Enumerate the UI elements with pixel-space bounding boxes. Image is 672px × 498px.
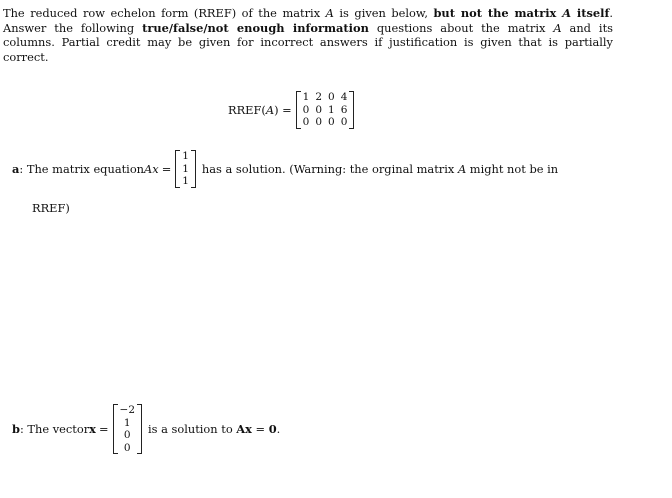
question-b-text: : The vector xyxy=(19,422,90,436)
vector-entry: −2 xyxy=(119,404,135,416)
rref-label: RREF(A) = xyxy=(228,102,292,117)
vector-entry: 1 xyxy=(182,175,189,187)
question-a xyxy=(12,150,558,188)
question-a-label: a xyxy=(12,161,20,176)
vector-b xyxy=(175,150,196,188)
vector-x xyxy=(113,404,142,454)
matrix-cell: 0 xyxy=(302,116,310,128)
equals-sign: = xyxy=(161,161,172,176)
question-a-text: : The matrix equation xyxy=(19,161,145,176)
question-a-text-end: RREF) xyxy=(32,201,70,215)
vector-entry: 0 xyxy=(123,429,131,441)
vector-entry: 0 xyxy=(123,441,131,454)
matrix-cell: 6 xyxy=(340,103,348,116)
matrix-cell: 2 xyxy=(315,91,323,103)
matrix-cell: 0 xyxy=(340,116,348,128)
matrix-row xyxy=(300,104,351,117)
matrix-row xyxy=(300,116,351,129)
matrix-cell: 0 xyxy=(315,103,323,116)
rref-equation xyxy=(228,91,354,129)
question-a-text-cont: has a solution. (Warning: the orginal matrix A might not be in xyxy=(201,161,559,176)
matrix-cell: 0 xyxy=(302,103,310,116)
question-b xyxy=(12,404,280,454)
equals-sign: = xyxy=(98,422,109,436)
instructions-paragraph: The reduced row echelon form (RREF) of the matrix A is given below, but not the matrix A itself. Answer the following true/false/not enough information questions about the matrix A and its columns. Partial credit may be given for incorrect answers if justification is given that is partially correct. xyxy=(3,6,613,64)
matrix-cell: 0 xyxy=(328,91,335,103)
equation-lhs: Ax xyxy=(144,161,159,176)
matrix-cell: 1 xyxy=(302,91,310,103)
matrix-cell: 0 xyxy=(328,116,335,128)
question-b-label: b xyxy=(12,422,20,436)
matrix-cell: 0 xyxy=(315,116,323,128)
matrix-cell: 1 xyxy=(328,103,335,116)
question-b-text-cont: is a solution to Ax = 0. xyxy=(148,422,281,436)
vector-entry: 1 xyxy=(182,150,189,162)
vector-entry: 1 xyxy=(182,162,189,175)
matrix-cell: 4 xyxy=(340,91,348,103)
matrix-row xyxy=(300,91,351,104)
vector-entry: 1 xyxy=(123,416,131,429)
vector-x-symbol: x xyxy=(89,422,96,436)
rref-matrix xyxy=(296,91,355,129)
